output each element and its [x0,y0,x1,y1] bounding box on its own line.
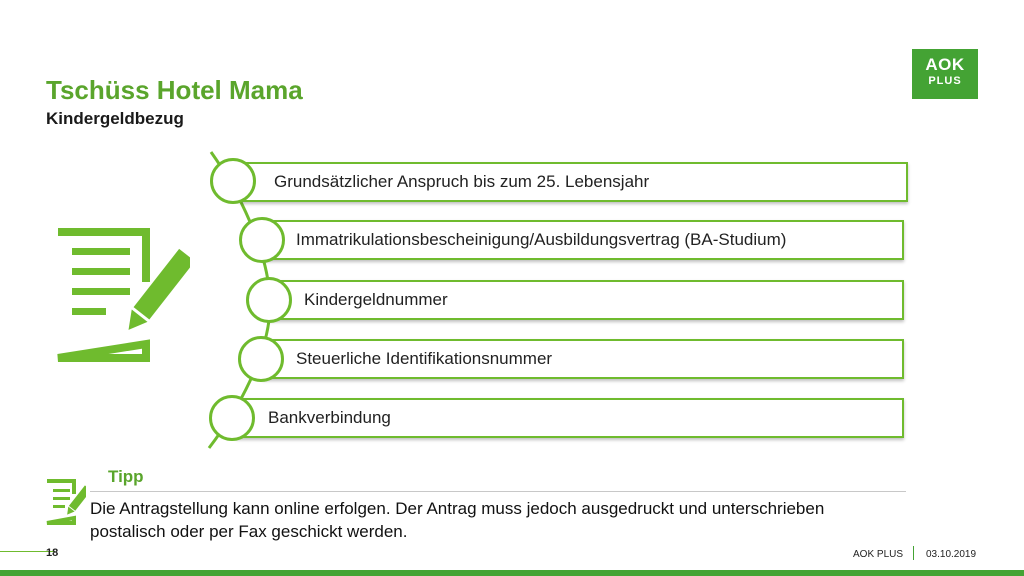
footer-date: 03.10.2019 [926,549,977,560]
tip-divider [90,491,906,492]
list-item-label: Immatrikulationsbescheinigung/Ausbildungsvertrag (BA-Studium) [296,230,787,249]
list-item-label: Grundsätzlicher Anspruch bis zum 25. Lebensjahr [274,172,650,191]
list-item [240,162,908,202]
list-bullet [239,217,285,263]
footer-organization: AOK PLUS [853,549,904,560]
footer-separator [913,546,914,560]
page-subtitle: Kindergeldbezug [46,109,184,128]
list-item [262,220,904,260]
page-title: Tschüss Hotel Mama [46,75,303,105]
list-item-label: Kindergeldnummer [304,290,448,309]
bottom-bar [0,570,1024,576]
logo-line1: AOK [925,55,965,74]
list-item-label: Bankverbindung [268,408,391,427]
list-bullet [209,395,255,441]
list-item [262,339,904,379]
list-bullet [210,158,256,204]
aok-plus-logo [912,49,978,99]
tip-title: Tipp [108,467,144,486]
document-edit-icon [50,226,190,366]
list-item [268,280,904,320]
page-number: 18 [46,547,59,559]
logo-line2: PLUS [928,75,962,87]
tip-document-icon [44,478,86,526]
list-item [236,398,904,438]
tip-text: Die Antragstellung kann online erfolgen. Der Antrag muss jedoch ausgedruckt und unterschrieben postalisch oder per Fax geschickt werden. [90,499,825,541]
list-item-label: Steuerliche Identifikationsnummer [296,349,553,368]
list-bullet [246,277,292,323]
list-bullet [238,336,284,382]
